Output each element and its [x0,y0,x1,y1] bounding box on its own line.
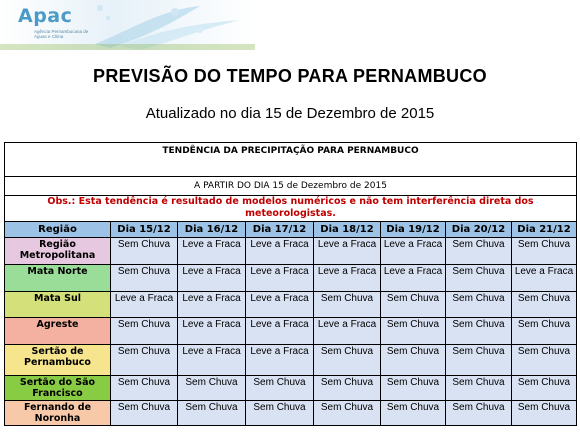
forecast-cell: Sem Chuva [381,401,446,426]
forecast-cell: Sem Chuva [446,345,512,376]
page-title: PREVISÃO DO TEMPO PARA PERNAMBUCO [93,66,487,86]
header-day: Dia 16/12 [178,222,246,238]
region-cell: Agreste [5,318,111,345]
forecast-cell: Leve a Fraca [314,238,381,265]
forecast-cell: Sem Chuva [446,265,512,292]
forecast-cell: Leve a Fraca [512,265,577,292]
updated-date: Atualizado no dia 15 de Dezembro de 2015 [145,105,435,122]
forecast-cell: Sem Chuva [178,376,246,401]
forecast-cell: Leve a Fraca [178,318,246,345]
table-subtitle: A PARTIR DO DIA 15 de Dezembro de 2015 [5,177,577,196]
forecast-cell: Sem Chuva [381,376,446,401]
forecast-cell: Sem Chuva [381,292,446,318]
table-row [5,238,577,265]
forecast-cell: Sem Chuva [512,345,577,376]
forecast-cell: Leve a Fraca [246,265,314,292]
forecast-cell: Sem Chuva [246,376,314,401]
table-row [5,401,577,426]
forecast-cell: Leve a Fraca [178,265,246,292]
table-row [5,265,577,292]
forecast-cell: Sem Chuva [111,401,178,426]
forecast-cell: Leve a Fraca [381,265,446,292]
table-row [5,318,577,345]
forecast-cell: Leve a Fraca [314,265,381,292]
forecast-cell: Sem Chuva [446,401,512,426]
forecast-cell: Leve a Fraca [178,345,246,376]
apac-banner [0,0,255,50]
forecast-cell: Sem Chuva [512,401,577,426]
forecast-cell: Sem Chuva [512,318,577,345]
forecast-cell: Sem Chuva [314,376,381,401]
header-day: Dia 19/12 [381,222,446,238]
forecast-cell: Leve a Fraca [314,318,381,345]
forecast-table [4,142,577,426]
region-cell: Sertão de Pernambuco [5,345,111,376]
table-obs: Obs.: Esta tendência é resultado de modelos numéricos e não tem interferência direta dos meteorologistas. [5,196,577,222]
forecast-cell: Sem Chuva [512,292,577,318]
table-header-row [5,222,577,238]
table-title: TENDÊNCIA DA PRECIPITAÇÃO PARA PERNAMBUCO [5,143,577,177]
forecast-cell: Leve a Fraca [246,318,314,345]
forecast-cell: Sem Chuva [314,345,381,376]
header-day: Dia 15/12 [111,222,178,238]
forecast-cell: Sem Chuva [512,376,577,401]
table-row [5,376,577,401]
table-row [5,292,577,318]
forecast-cell: Leve a Fraca [111,292,178,318]
forecast-cell: Sem Chuva [178,401,246,426]
table-body [5,238,577,426]
forecast-cell: Sem Chuva [446,292,512,318]
forecast-cell: Leve a Fraca [178,238,246,265]
forecast-cell: Sem Chuva [111,265,178,292]
region-cell: Mata Sul [5,292,111,318]
forecast-cell: Leve a Fraca [381,238,446,265]
forecast-cell: Sem Chuva [446,376,512,401]
forecast-cell: Sem Chuva [446,238,512,265]
forecast-cell: Sem Chuva [246,401,314,426]
forecast-cell: Sem Chuva [381,318,446,345]
region-cell: Fernando de Noronha [5,401,111,426]
region-cell: Sertão do São Francisco [5,376,111,401]
forecast-cell: Leve a Fraca [246,345,314,376]
header-day: Dia 18/12 [314,222,381,238]
region-cell: Mata Norte [5,265,111,292]
forecast-cell: Sem Chuva [314,401,381,426]
forecast-cell: Sem Chuva [111,318,178,345]
apac-logo: Apac [18,5,73,27]
forecast-cell: Sem Chuva [446,318,512,345]
forecast-cell: Sem Chuva [111,238,178,265]
header-day: Dia 17/12 [246,222,314,238]
apac-logo-subtitle: Agência Pernambucana de Águas e Clima [34,29,89,39]
forecast-cell: Sem Chuva [111,376,178,401]
table-row [5,345,577,376]
region-cell: Região Metropolitana [5,238,111,265]
forecast-cell: Leve a Fraca [246,292,314,318]
forecast-cell: Leve a Fraca [178,292,246,318]
header-day: Dia 20/12 [446,222,512,238]
header-region: Região [5,222,111,238]
header-day: Dia 21/12 [512,222,577,238]
forecast-cell: Sem Chuva [111,345,178,376]
forecast-cell: Leve a Fraca [246,238,314,265]
forecast-cell: Sem Chuva [512,238,577,265]
forecast-cell: Sem Chuva [314,292,381,318]
forecast-cell: Sem Chuva [381,345,446,376]
